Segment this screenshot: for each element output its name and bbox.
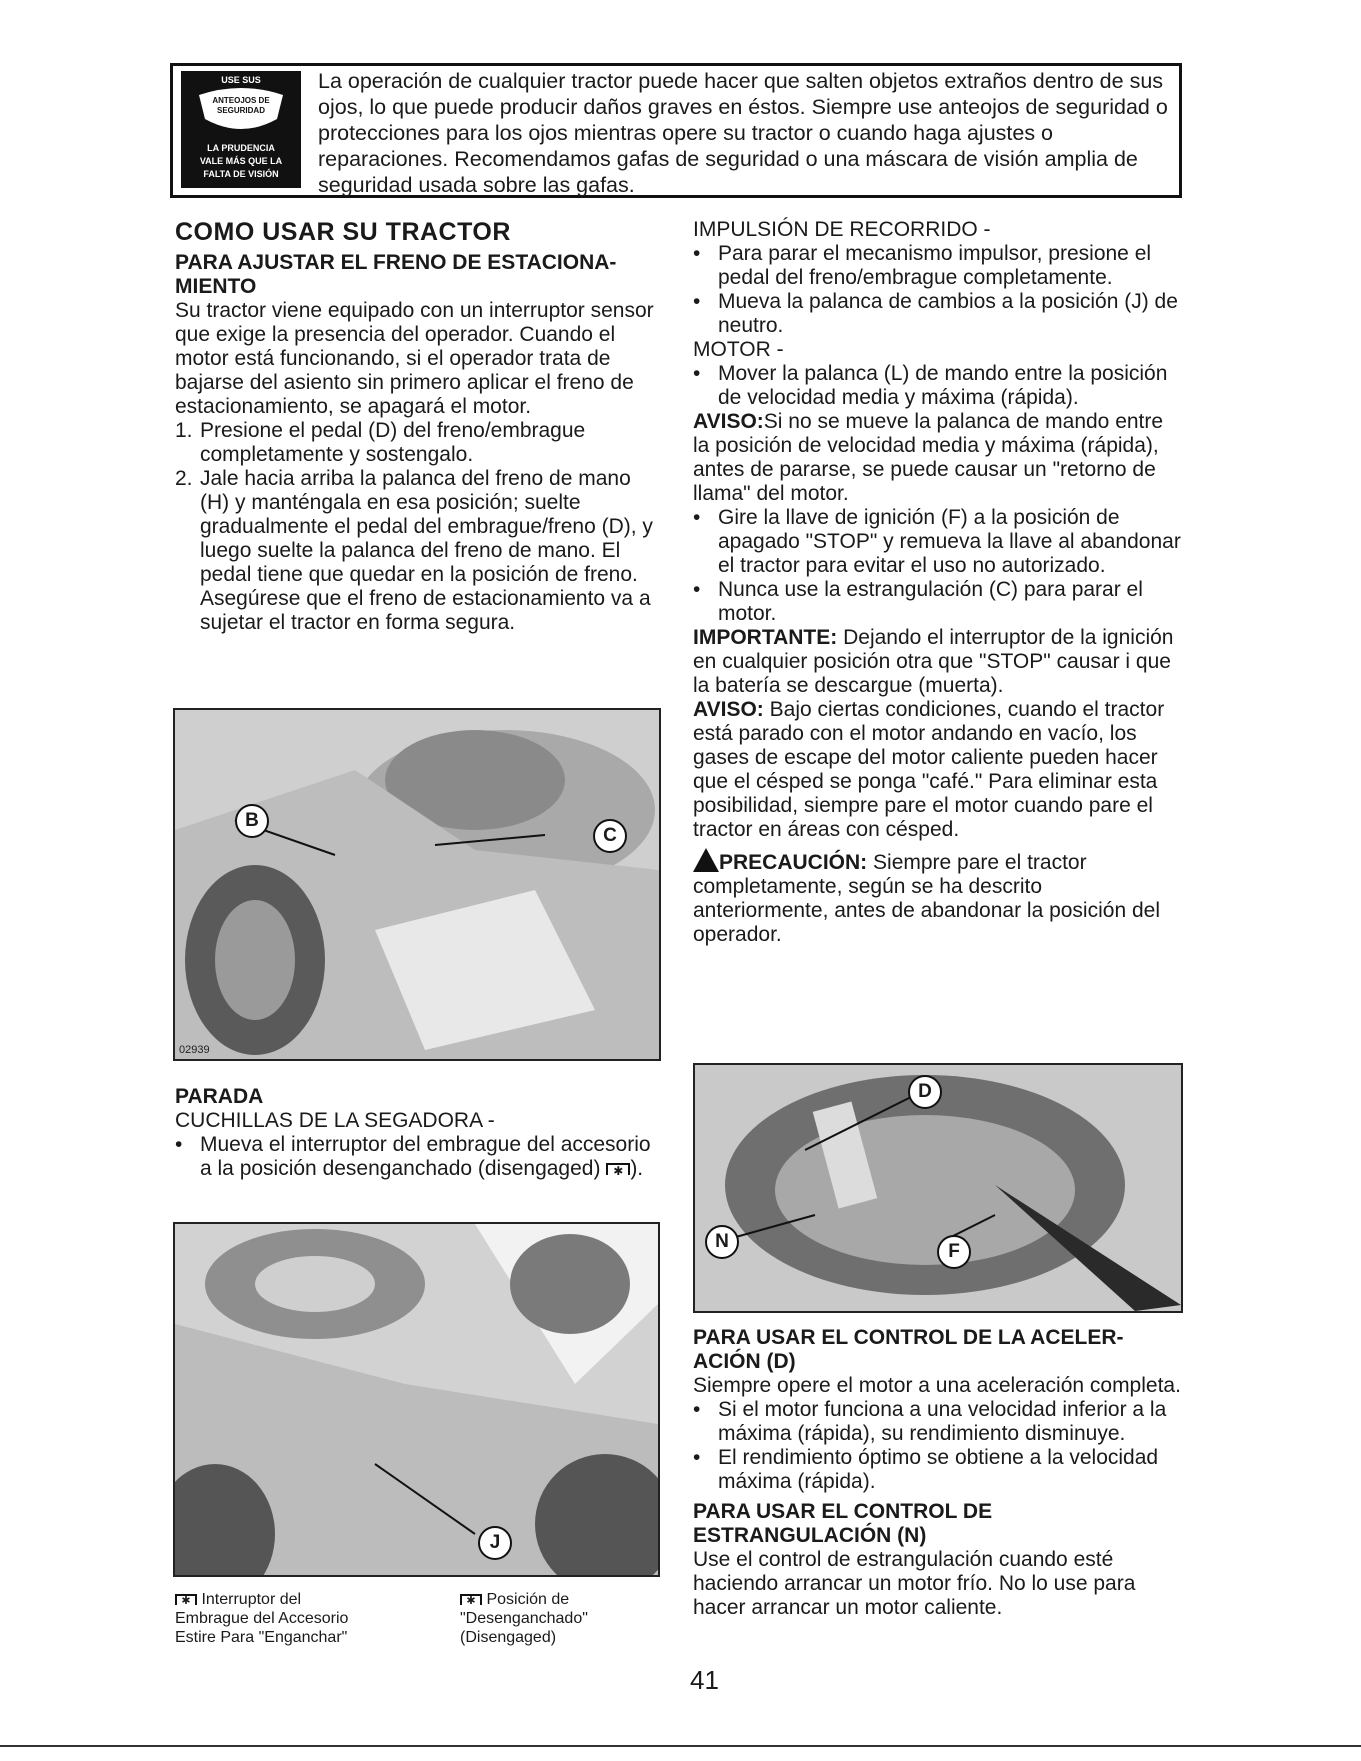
mower-blades-bullet: • Mueva el interruptor del embrague del accesorio a la posición desenganchado (disengaged) ✱ ). [175,1133,651,1180]
engine-heading: MOTOR - [693,338,784,361]
svg-text:USE SUS: USE SUS [221,75,261,85]
engine-bullet: • Nunca use la estrangulación (C) para parar el motor. [693,578,1143,625]
drive-bullet: • Mueva la palanca de cambios a la posición (J) de neutro. [693,290,1178,337]
parking-brake-steps [175,419,665,635]
svg-text:FALTA DE VISIÓN: FALTA DE VISIÓN [203,169,279,179]
mower-blades-heading: CUCHILLAS DE LA SEGADORA - [175,1109,495,1132]
callout-c: C [593,819,627,853]
throttle-bullet: • El rendimiento óptimo se obtiene a la velocidad máxima (rápida). [693,1446,1159,1493]
stop-section [175,1085,665,1181]
parking-brake-heading: PARA AJUSTAR EL FRENO DE ESTACIONA-MIENTO [175,251,617,298]
pto-engaged-icon: ✱ [175,1594,197,1605]
callout-d: D [908,1075,942,1109]
figure-dashboard-controls [693,1063,1183,1313]
svg-text:SEGURIDAD: SEGURIDAD [216,106,266,115]
callout-n: N [705,1225,739,1259]
callout-b: B [235,804,269,838]
disengaged-icon: ✱ [606,1163,630,1175]
engine-bullet: • Mover la palanca (L) de mando entre la posición de velocidad media y máxima (rápida). [693,362,1168,409]
drive-bullet: • Para parar el mecanismo impulsor, presione el pedal del freno/embrague completamente. [693,242,1152,289]
safety-warning-text: La operación de cualquier tractor puede hacer que salten objetos extraños dentro de sus ojos, lo que puede producir daños graves en éstos. Siempre use anteojos de seguridad o protecciones para los ojos mientras opere su tractor o cuando haga ajustes o reparaciones. Recomendamos gafas de seguridad o una máscara de visión amplia de seguridad usada sobre las gafas. [318,69,1168,197]
throttle-heading: PARA USAR EL CONTROL DE LA ACELER-ACIÓN (D) [693,1326,1124,1373]
warning-triangle-icon [693,848,719,872]
bottom-rule [0,1745,1361,1747]
page-number: 41 [690,1665,719,1695]
svg-text:LA PRUDENCIA: LA PRUDENCIA [207,143,275,153]
throttle-bullet: • Si el motor funciona a una velocidad inferior a la máxima (rápida), su rendimiento disminuye. [693,1398,1167,1445]
choke-text: Use el control de estrangulación cuando esté haciendo arrancar un motor frío. No lo use para hacer arrancar un motor caliente. [693,1548,1136,1619]
section-title: COMO USAR SU TRACTOR [175,218,511,246]
callout-f: F [937,1235,971,1269]
important-note: IMPORTANTE: Dejando el interruptor de la ignición en cualquier posición otra que "STOP" causar i que la batería se descargue (muerta). [693,626,1174,697]
throttle-intro: Siempre opere el motor a una aceleración completa. [693,1374,1181,1397]
callout-j: J [478,1526,512,1560]
figure-tractor-wheel [173,708,661,1061]
engine-bullet: • Gire la llave de ignición (F) a la posición de apagado "STOP" y remueva la llave al abandonar el tractor para evitar el uso no autorizado. [693,506,1181,577]
safety-glasses-badge [181,71,301,188]
step-item: 2. Jale hacia arriba la palanca del freno de mano (H) y manténgala en esa posición; suelte gradualmente el pedal del embrague/freno (D), y luego suelte la palanca del freno de mano. El pedal tiene que quedar en la posición de freno. Asegúrese que el freno de estacionamiento va a sujetar el tractor en forma segura. [175,467,653,634]
caution-note: PRECAUCIÓN: Siempre pare el tractor completamente, según se ha descrito anteriormente, antes de abandonar la posición del operador. [693,848,1183,947]
figure-id: 02939 [179,1044,210,1056]
drive-heading: IMPULSIÓN DE RECORRIDO - [693,218,991,241]
caption-disengaged: ✱ Posición de "Desenganchado" (Disengaged) [460,1591,588,1646]
caption-pto-switch: ✱ Interruptor del Embrague del Accesorio Estire Para "Enganchar" [175,1591,349,1646]
stop-heading: PARADA [175,1085,264,1108]
choke-heading: PARA USAR EL CONTROL DE ESTRANGULACIÓN (N) [693,1500,993,1547]
aviso-lawn: AVISO: Bajo ciertas condiciones, cuando el tractor está parado con el motor andando en vacío, los gases de escape del motor caliente pueden hacer que el césped se ponga "café." Para eliminar esta posibilidad, siempre pare el motor cuando pare el tractor en áreas con césped. [693,698,1165,841]
svg-text:ANTEOJOS DE: ANTEOJOS DE [212,96,270,105]
figure-pto-switch [173,1222,660,1577]
aviso-backfire: AVISO:Si no se mueve la palanca de mando entre la posición de velocidad media y máxima (rápida), antes de pararse, se puede causar un "retorno de llama" del motor. [693,410,1164,505]
pto-disengaged-icon: ✱ [460,1594,482,1605]
right-column [693,218,1183,947]
parking-brake-intro: Su tractor viene equipado con un interruptor sensor que exige la presencia del operador. Cuando el motor está funcionando, si el operador trata de bajarse del asiento sin primero aplicar el freno de estacionamiento, se apagará el motor. [175,299,654,418]
step-item: 1. Presione el pedal (D) del freno/embrague completamente y sostengalo. [175,419,586,466]
left-column [175,218,665,635]
svg-text:VALE MÁS QUE LA: VALE MÁS QUE LA [199,156,283,166]
throttle-choke-section [693,1326,1183,1620]
